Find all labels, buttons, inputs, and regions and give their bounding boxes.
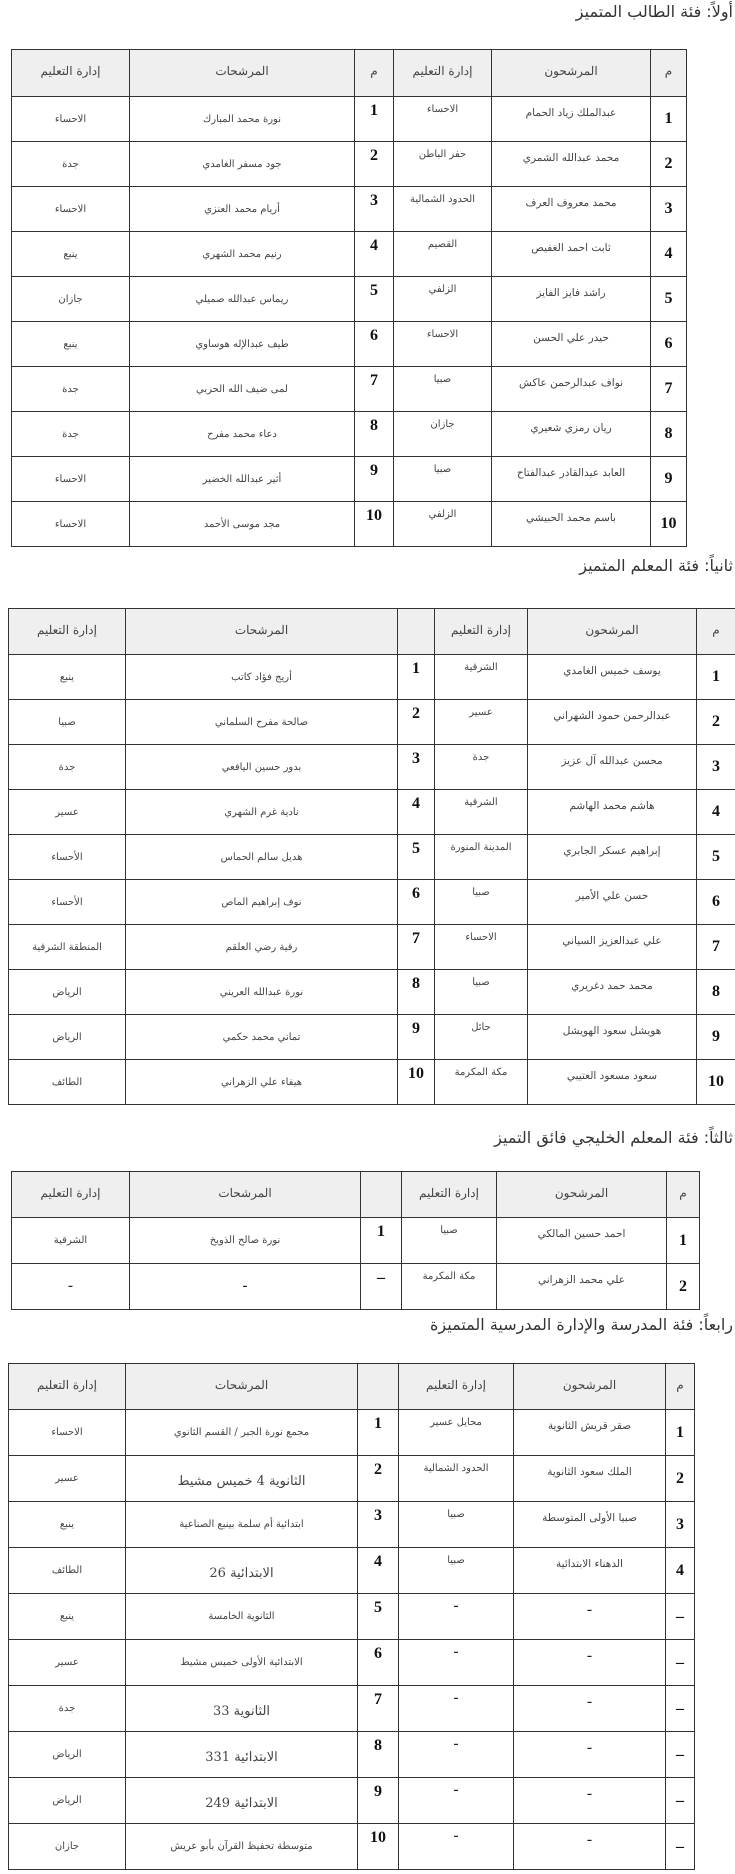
- header-dept: إدارة التعليم: [399, 1364, 514, 1410]
- cell-number-female: 4: [355, 232, 394, 277]
- cell-dept-female: المنطقة الشرقية: [9, 925, 126, 970]
- cell-number: 6: [697, 880, 735, 925]
- cell-dept-female: الاحساء: [12, 97, 130, 142]
- cell-number-female: 3: [398, 745, 435, 790]
- table-row: [9, 1824, 695, 1870]
- cell-number-female: 3: [355, 187, 394, 232]
- cell-number: 2: [651, 142, 687, 187]
- cell-dept: الزلفي: [394, 277, 492, 322]
- cell-nominee: هاشم محمد الهاشم: [528, 790, 697, 835]
- table-row: [9, 745, 735, 790]
- cell-nominee: حيدر علي الحسن: [492, 322, 651, 367]
- cell-dept-female: الاحساء: [9, 1410, 126, 1456]
- table-row: [12, 1264, 700, 1310]
- cell-dept: مكة المكرمة: [402, 1264, 497, 1310]
- cell-nominee: الدهناء الابتدائية: [514, 1548, 666, 1594]
- header-nominees-female: المرشحات: [130, 1172, 361, 1218]
- cell-number-female: 1: [355, 97, 394, 142]
- table-row: [12, 322, 687, 367]
- cell-dept: محايل عسير: [399, 1410, 514, 1456]
- cell-number-female: –: [361, 1264, 402, 1310]
- header-number-female: [398, 609, 435, 655]
- cell-number-female: 5: [398, 835, 435, 880]
- cell-dept-female: جدة: [12, 412, 130, 457]
- cell-dept: الشرقية: [435, 790, 528, 835]
- cell-number: 5: [697, 835, 735, 880]
- cell-number-female: 6: [355, 322, 394, 367]
- cell-nominee-female: هيفاء علي الزهراني: [126, 1060, 398, 1105]
- cell-number-female: 8: [358, 1732, 399, 1778]
- cell-number-female: 4: [398, 790, 435, 835]
- cell-dept: الاحساء: [394, 322, 492, 367]
- cell-dept-female: جدة: [9, 745, 126, 790]
- cell-nominee-female: مجمع نورة الجبر / القسم الثانوي: [126, 1410, 358, 1456]
- cell-number: 2: [697, 700, 735, 745]
- cell-nominee-female: هديل سالم الحماس: [126, 835, 398, 880]
- table-row: [12, 187, 687, 232]
- header-number: م: [651, 50, 687, 97]
- cell-dept: صبيا: [399, 1502, 514, 1548]
- table-row: [9, 1456, 695, 1502]
- cell-dept-female: الاحساء: [12, 187, 130, 232]
- cell-number-female: 2: [358, 1456, 399, 1502]
- table-row: [9, 700, 735, 745]
- cell-nominee-female: رقية رضي العلقم: [126, 925, 398, 970]
- cell-dept-female: عسير: [9, 1640, 126, 1686]
- cell-dept-female: عسير: [9, 1456, 126, 1502]
- table-row: [9, 970, 735, 1015]
- header-nominees: المرشحون: [492, 50, 651, 97]
- cell-dept: صبيا: [399, 1548, 514, 1594]
- cell-number: 1: [697, 655, 735, 700]
- cell-nominee: محمد حمد دغريري: [528, 970, 697, 1015]
- cell-number: –: [666, 1640, 695, 1686]
- header-nominees: المرشحون: [514, 1364, 666, 1410]
- table-row: [9, 1015, 735, 1060]
- table-row: [12, 457, 687, 502]
- cell-dept-female: ينبع: [9, 1594, 126, 1640]
- cell-number: 4: [651, 232, 687, 277]
- table-row: [12, 502, 687, 547]
- table-row: [9, 1502, 695, 1548]
- cell-nominee-female: جود مسفر الغامدي: [130, 142, 355, 187]
- cell-nominee-female: مجد موسى الأحمد: [130, 502, 355, 547]
- header-dept-female: إدارة التعليم: [12, 50, 130, 97]
- cell-number-female: 1: [361, 1218, 402, 1264]
- cell-number: 4: [666, 1548, 695, 1594]
- table-row: [9, 880, 735, 925]
- cell-nominee: صبيا الأولى المتوسطة: [514, 1502, 666, 1548]
- section-heading: أولاً: فئة الطالب المتميز: [575, 2, 733, 21]
- cell-number-female: 5: [355, 277, 394, 322]
- cell-nominee: يوسف خميس الغامدي: [528, 655, 697, 700]
- cell-nominee: ثابت احمد الغفيص: [492, 232, 651, 277]
- cell-number: 3: [651, 187, 687, 232]
- cell-number: –: [666, 1686, 695, 1732]
- section-heading: ثانياً: فئة المعلم المتميز: [579, 556, 733, 575]
- cell-number-female: 7: [355, 367, 394, 412]
- cell-nominee-female: طيف عبدالإله هوساوي: [130, 322, 355, 367]
- header-nominees: المرشحون: [497, 1172, 667, 1218]
- cell-number-female: 10: [355, 502, 394, 547]
- cell-number-female: 4: [358, 1548, 399, 1594]
- cell-dept: جازان: [394, 412, 492, 457]
- cell-number-female: 7: [398, 925, 435, 970]
- cell-number-female: 9: [355, 457, 394, 502]
- cell-dept-female: جدة: [12, 367, 130, 412]
- cell-dept-female: الرياض: [9, 970, 126, 1015]
- cell-nominee: علي عبدالعزيز السياني: [528, 925, 697, 970]
- cell-nominee-female: نوف إبراهيم الماص: [126, 880, 398, 925]
- cell-number: 3: [666, 1502, 695, 1548]
- cell-dept-female: الطائف: [9, 1548, 126, 1594]
- cell-dept: صبيا: [402, 1218, 497, 1264]
- cell-number: 2: [666, 1456, 695, 1502]
- cell-dept: صبيا: [435, 970, 528, 1015]
- cell-number: 10: [651, 502, 687, 547]
- cell-number-female: 10: [398, 1060, 435, 1105]
- cell-nominee-female: –: [130, 1264, 361, 1310]
- cell-nominee: صقر قريش الثانوية: [514, 1410, 666, 1456]
- nominees-table: [11, 1171, 700, 1310]
- header-dept: إدارة التعليم: [394, 50, 492, 97]
- cell-dept: الزلفي: [394, 502, 492, 547]
- cell-number: 8: [651, 412, 687, 457]
- header-number: م: [666, 1364, 695, 1410]
- cell-nominee-female: لمى ضيف الله الحربي: [130, 367, 355, 412]
- cell-number-female: 1: [358, 1410, 399, 1456]
- cell-nominee: نواف عبدالرحمن عاكش: [492, 367, 651, 412]
- cell-number: 1: [667, 1218, 700, 1264]
- section-heading: ثالثاً: فئة المعلم الخليجي فائق التميز: [494, 1128, 733, 1147]
- section-heading: رابعاً: فئة المدرسة والإدارة المدرسية المتميزة: [430, 1315, 733, 1334]
- table-row: [9, 1594, 695, 1640]
- table-row: [9, 1060, 735, 1105]
- cell-dept: –: [399, 1594, 514, 1640]
- cell-nominee-female: ابتدائية أم سلمة بينبع الصناعية: [126, 1502, 358, 1548]
- header-dept-female: إدارة التعليم: [9, 609, 126, 655]
- cell-nominee: –: [514, 1824, 666, 1870]
- cell-dept-female: جدة: [12, 142, 130, 187]
- header-number: م: [697, 609, 735, 655]
- header-nominees: المرشحون: [528, 609, 697, 655]
- table-row: [12, 1218, 700, 1264]
- cell-nominee-female: الثانوية الخامسة: [126, 1594, 358, 1640]
- cell-nominee: علي محمد الزهراني: [497, 1264, 667, 1310]
- cell-number: 4: [697, 790, 735, 835]
- cell-number: –: [666, 1732, 695, 1778]
- cell-dept-female: الأحساء: [9, 835, 126, 880]
- cell-number: 3: [697, 745, 735, 790]
- cell-number: 10: [697, 1060, 735, 1105]
- cell-number: –: [666, 1594, 695, 1640]
- cell-nominee-female: الابتدائية 26: [126, 1548, 358, 1594]
- cell-nominee: ريان رمزي شعيري: [492, 412, 651, 457]
- header-number-female: [358, 1364, 399, 1410]
- cell-dept-female: جازان: [12, 277, 130, 322]
- header-nominees-female: المرشحات: [130, 50, 355, 97]
- cell-number: –: [666, 1778, 695, 1824]
- cell-nominee: راشد فايز الفايز: [492, 277, 651, 322]
- cell-number-female: 9: [398, 1015, 435, 1060]
- cell-dept-female: ينبع: [9, 655, 126, 700]
- cell-number-female: 5: [358, 1594, 399, 1640]
- header-number-female: م: [355, 50, 394, 97]
- table-row: [12, 97, 687, 142]
- cell-dept: –: [399, 1824, 514, 1870]
- cell-nominee-female: الابتدائية الأولى خميس مشيط: [126, 1640, 358, 1686]
- cell-dept-female: –: [12, 1264, 130, 1310]
- cell-dept: الحدود الشمالية: [394, 187, 492, 232]
- cell-number: 9: [651, 457, 687, 502]
- cell-nominee-female: تماني محمد حكمي: [126, 1015, 398, 1060]
- cell-dept-female: الاحساء: [12, 457, 130, 502]
- cell-dept-female: ينبع: [12, 322, 130, 367]
- table-row: [9, 655, 735, 700]
- cell-number-female: 9: [358, 1778, 399, 1824]
- cell-nominee: احمد حسين المالكي: [497, 1218, 667, 1264]
- cell-dept: صبيا: [435, 880, 528, 925]
- cell-dept: الاحساء: [435, 925, 528, 970]
- cell-dept: حفر الباطن: [394, 142, 492, 187]
- cell-nominee-female: نورة محمد المبارك: [130, 97, 355, 142]
- cell-nominee: –: [514, 1594, 666, 1640]
- nominees-table: [8, 1363, 695, 1870]
- cell-number: 1: [651, 97, 687, 142]
- cell-nominee: عبدالرحمن حمود الشهراني: [528, 700, 697, 745]
- cell-dept: صبيا: [394, 367, 492, 412]
- cell-nominee: –: [514, 1778, 666, 1824]
- cell-nominee: محسن عبدالله آل عزيز: [528, 745, 697, 790]
- cell-nominee: –: [514, 1686, 666, 1732]
- cell-dept: عسير: [435, 700, 528, 745]
- cell-nominee-female: نادية غرم الشهري: [126, 790, 398, 835]
- cell-dept: –: [399, 1778, 514, 1824]
- cell-dept: الشرقية: [435, 655, 528, 700]
- cell-nominee: محمد معروف العرف: [492, 187, 651, 232]
- table-row: [9, 1686, 695, 1732]
- cell-dept: جدة: [435, 745, 528, 790]
- cell-nominee: العابد عبدالقادر عبدالفتاح: [492, 457, 651, 502]
- cell-number-female: 6: [398, 880, 435, 925]
- cell-dept: القصيم: [394, 232, 492, 277]
- nominees-table: [8, 608, 735, 1105]
- cell-nominee-female: صالحة مفرح السلماني: [126, 700, 398, 745]
- cell-nominee: حسن علي الأمير: [528, 880, 697, 925]
- cell-nominee: محمد عبدالله الشمري: [492, 142, 651, 187]
- cell-dept-female: الرياض: [9, 1732, 126, 1778]
- table-row: [9, 1732, 695, 1778]
- cell-number-female: 6: [358, 1640, 399, 1686]
- cell-dept-female: الرياض: [9, 1015, 126, 1060]
- cell-dept-female: ينبع: [12, 232, 130, 277]
- header-number: م: [667, 1172, 700, 1218]
- header-dept: إدارة التعليم: [435, 609, 528, 655]
- cell-number-female: 7: [358, 1686, 399, 1732]
- cell-nominee: عبدالملك زياد الحمام: [492, 97, 651, 142]
- table-row: [9, 1640, 695, 1686]
- cell-nominee-female: أثير عبدالله الخضير: [130, 457, 355, 502]
- cell-number: 1: [666, 1410, 695, 1456]
- cell-dept-female: صبيا: [9, 700, 126, 745]
- cell-dept-female: الطائف: [9, 1060, 126, 1105]
- cell-nominee-female: أريام محمد العنزي: [130, 187, 355, 232]
- cell-nominee-female: الابتدائية 249: [126, 1778, 358, 1824]
- cell-number: 7: [651, 367, 687, 412]
- table-row: [9, 1410, 695, 1456]
- cell-nominee-female: أريج فؤاد كاتب: [126, 655, 398, 700]
- cell-number: 9: [697, 1015, 735, 1060]
- cell-dept: المدينة المنورة: [435, 835, 528, 880]
- cell-nominee: هويشل سعود الهويشل: [528, 1015, 697, 1060]
- cell-nominee: الملك سعود الثانوية: [514, 1456, 666, 1502]
- cell-nominee-female: ريماس عبدالله صميلي: [130, 277, 355, 322]
- cell-dept: صبيا: [394, 457, 492, 502]
- table-row: [12, 412, 687, 457]
- cell-dept: الاحساء: [394, 97, 492, 142]
- cell-nominee-female: نورة عبدالله العريني: [126, 970, 398, 1015]
- cell-number: 6: [651, 322, 687, 367]
- header-number-female: [361, 1172, 402, 1218]
- table-row: [9, 835, 735, 880]
- cell-nominee-female: الثانوية 33: [126, 1686, 358, 1732]
- cell-nominee: باسم محمد الحبيشي: [492, 502, 651, 547]
- cell-nominee-female: متوسطة تحفيظ القرآن بأبو عريش: [126, 1824, 358, 1870]
- cell-number: 5: [651, 277, 687, 322]
- cell-number: 7: [697, 925, 735, 970]
- cell-nominee: –: [514, 1732, 666, 1778]
- cell-dept-female: الاحساء: [12, 502, 130, 547]
- cell-dept: حائل: [435, 1015, 528, 1060]
- table-row: [12, 277, 687, 322]
- cell-dept-female: ينبع: [9, 1502, 126, 1548]
- cell-number: –: [666, 1824, 695, 1870]
- cell-nominee-female: نورة صالح الذويخ: [130, 1218, 361, 1264]
- cell-nominee: سعود مسعود العتيبي: [528, 1060, 697, 1105]
- table-row: [12, 142, 687, 187]
- cell-dept-female: الشرقية: [12, 1218, 130, 1264]
- header-dept-female: إدارة التعليم: [9, 1364, 126, 1410]
- cell-number-female: 8: [355, 412, 394, 457]
- nominees-table: [11, 49, 687, 547]
- cell-nominee: إبراهيم عسكر الجابري: [528, 835, 697, 880]
- cell-nominee: –: [514, 1640, 666, 1686]
- table-row: [12, 232, 687, 277]
- header-nominees-female: المرشحات: [126, 1364, 358, 1410]
- cell-nominee-female: الابتدائية 331: [126, 1732, 358, 1778]
- cell-dept: –: [399, 1640, 514, 1686]
- cell-dept: الحدود الشمالية: [399, 1456, 514, 1502]
- cell-number-female: 3: [358, 1502, 399, 1548]
- cell-dept-female: الأحساء: [9, 880, 126, 925]
- table-row: [9, 1548, 695, 1594]
- cell-dept-female: الرياض: [9, 1778, 126, 1824]
- cell-nominee-female: بدور حسين اليافعي: [126, 745, 398, 790]
- table-row: [9, 790, 735, 835]
- header-nominees-female: المرشحات: [126, 609, 398, 655]
- cell-dept: –: [399, 1732, 514, 1778]
- cell-number: 2: [667, 1264, 700, 1310]
- cell-number-female: 2: [355, 142, 394, 187]
- cell-dept: مكة المكرمة: [435, 1060, 528, 1105]
- table-row: [12, 367, 687, 412]
- cell-number-female: 8: [398, 970, 435, 1015]
- cell-number: 8: [697, 970, 735, 1015]
- cell-dept-female: جازان: [9, 1824, 126, 1870]
- cell-dept-female: عسير: [9, 790, 126, 835]
- cell-nominee-female: رنيم محمد الشهري: [130, 232, 355, 277]
- table-row: [9, 1778, 695, 1824]
- cell-number-female: 2: [398, 700, 435, 745]
- cell-dept: –: [399, 1686, 514, 1732]
- cell-nominee-female: الثانوية 4 خميس مشيط: [126, 1456, 358, 1502]
- cell-number-female: 1: [398, 655, 435, 700]
- cell-nominee-female: دعاء محمد مفرح: [130, 412, 355, 457]
- header-dept-female: إدارة التعليم: [12, 1172, 130, 1218]
- header-dept: إدارة التعليم: [402, 1172, 497, 1218]
- cell-dept-female: جدة: [9, 1686, 126, 1732]
- table-row: [9, 925, 735, 970]
- cell-number-female: 10: [358, 1824, 399, 1870]
